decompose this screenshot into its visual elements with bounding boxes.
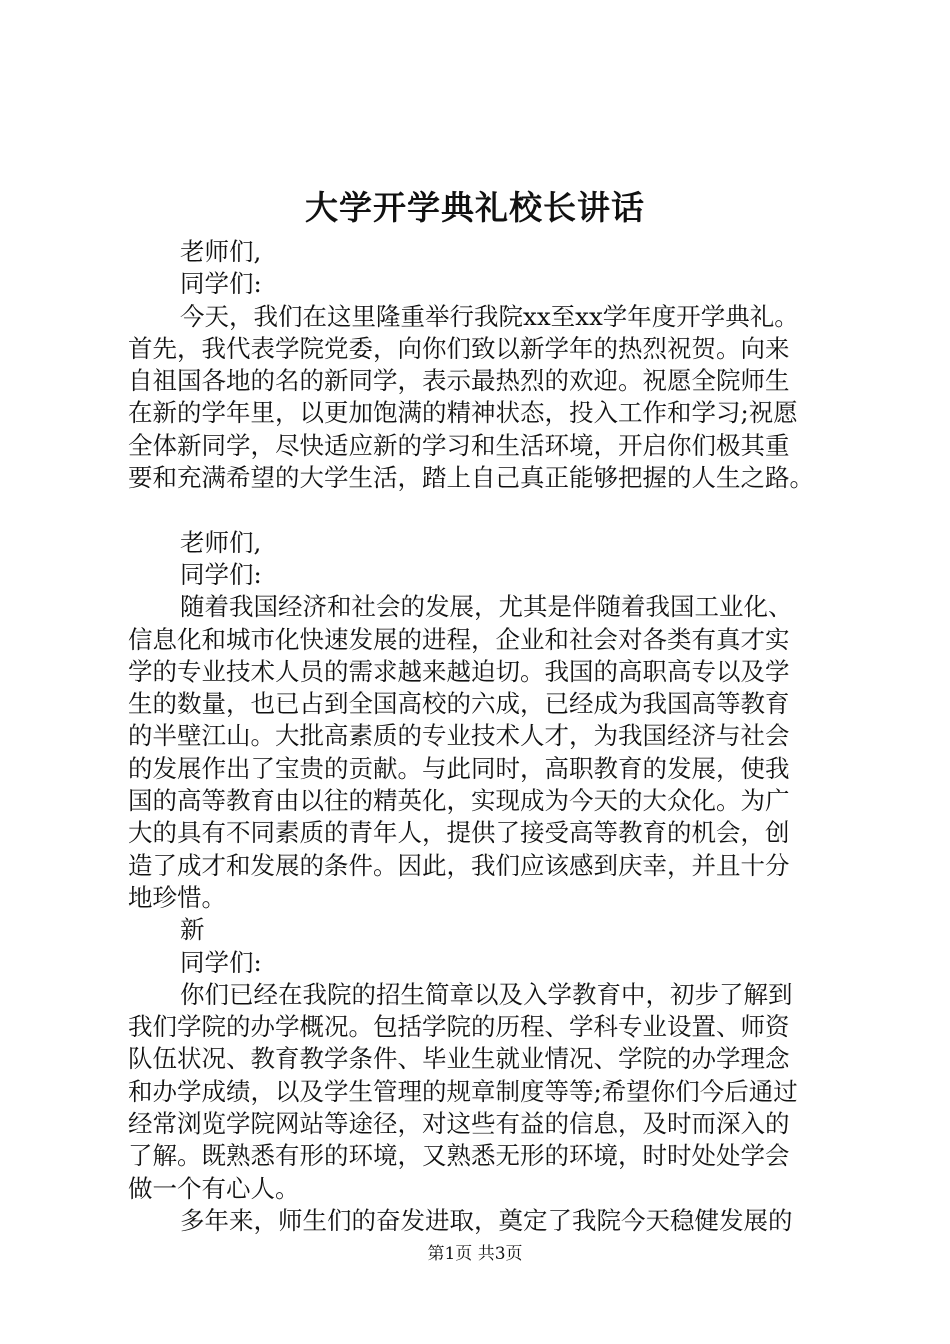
document-title: 大学开学典礼校长讲话 (305, 188, 645, 227)
text-line: 造了成才和发展的条件。因此，我们应该感到庆幸，并且十分 (128, 850, 790, 880)
text-line: 同学们: (180, 269, 262, 299)
text-line: 大的具有不同素质的青年人，提供了接受高等教育的机会，创 (128, 818, 790, 848)
page-number-footer: 第1页 共3页 (427, 1244, 523, 1264)
text-line: 新 (180, 915, 205, 945)
text-line: 在新的学年里，以更加饱满的精神状态，投入工作和学习;祝愿 (128, 398, 798, 428)
text-line: 同学们: (180, 559, 262, 589)
text-line: 学的专业技术人员的需求越来越迫切。我国的高职高专以及学 (128, 656, 790, 686)
text-line: 和办学成绩，以及学生管理的规章制度等等;希望你们今后通过 (128, 1076, 798, 1106)
text-line: 经常浏览学院网站等途径，对这些有益的信息，及时而深入的 (128, 1109, 790, 1139)
text-line: 生的数量，也已占到全国高校的六成，已经成为我国高等教育 (128, 689, 790, 719)
text-line: 要和充满希望的大学生活，踏上自己真正能够把握的人生之路。 (128, 463, 814, 493)
text-line: 的半壁江山。大批高素质的专业技术人才，为我国经济与社会 (128, 721, 790, 751)
text-line: 国的高等教育由以往的精英化，实现成为今天的大众化。为广 (128, 786, 790, 816)
text-line: 老师们, (180, 527, 262, 557)
text-line: 信息化和城市化快速发展的进程，企业和社会对各类有真才实 (128, 624, 790, 654)
text-line: 全体新同学，尽快适应新的学习和生活环境，开启你们极其重 (128, 430, 790, 460)
document-body (128, 236, 840, 1237)
text-line: 今天，我们在这里隆重举行我院xx至xx学年度开学典礼。 (180, 301, 799, 331)
text-line: 同学们: (180, 947, 262, 977)
text-line: 随着我国经济和社会的发展，尤其是伴随着我国工业化、 (180, 592, 793, 622)
text-line: 的发展作出了宝贵的贡献。与此同时，高职教育的发展，使我 (128, 753, 790, 783)
text-line: 队伍状况、教育教学条件、毕业生就业情况、学院的办学理念 (128, 1044, 790, 1074)
text-line: 首先，我代表学院党委，向你们致以新学年的热烈祝贺。向来 (128, 333, 790, 363)
text-line: 我们学院的办学概况。包括学院的历程、学科专业设置、师资 (128, 1012, 790, 1042)
text-line: 地珍惜。 (128, 882, 226, 912)
text-line: 做一个有心人。 (128, 1173, 300, 1203)
text-line: 多年来，师生们的奋发进取，奠定了我院今天稳健发展的 (180, 1205, 793, 1235)
text-line: 老师们, (180, 237, 262, 266)
text-line: 自祖国各地的名的新同学，表示最热烈的欢迎。祝愿全院师生 (128, 366, 790, 396)
blank-line (128, 494, 840, 526)
text-line: 你们已经在我院的招生简章以及入学教育中，初步了解到 (180, 979, 793, 1009)
text-line: 了解。既熟悉有形的环境，又熟悉无形的环境，时时处处学会 (128, 1141, 790, 1171)
